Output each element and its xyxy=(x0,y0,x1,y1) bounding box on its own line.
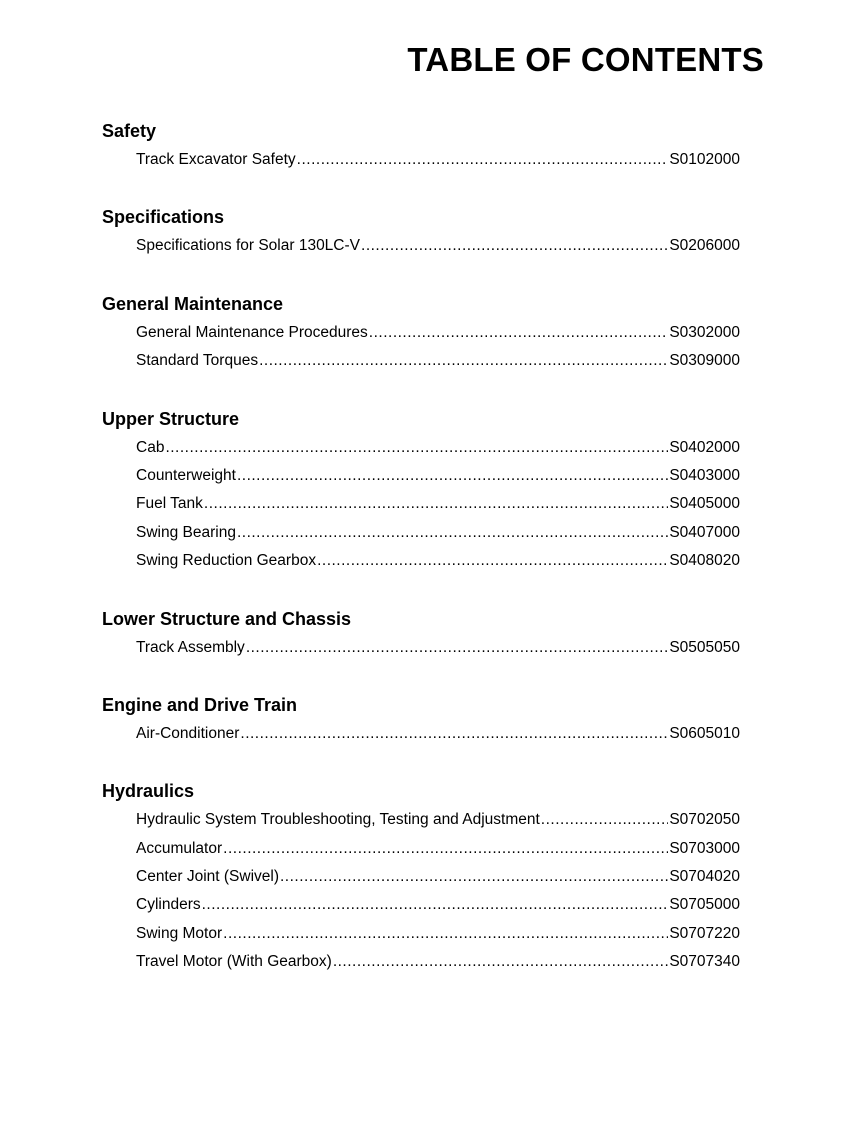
section-heading: General Maintenance xyxy=(102,293,284,314)
page-title: TABLE OF CONTENTS xyxy=(407,41,764,78)
dot-leader xyxy=(223,835,668,863)
toc-entry-title: Track Assembly xyxy=(136,638,245,656)
table-of-contents xyxy=(102,117,742,1006)
toc-section xyxy=(102,691,742,748)
toc-entry-title: Cylinders xyxy=(136,896,201,914)
toc-entry-list xyxy=(102,434,742,576)
toc-entry-code: S0702050 xyxy=(669,811,740,829)
toc-entry-list xyxy=(102,634,742,662)
toc-entry[interactable] xyxy=(136,434,740,462)
toc-entry-title: Accumulator xyxy=(136,839,223,857)
toc-entry-code: S0705000 xyxy=(669,896,740,914)
dot-leader xyxy=(361,232,668,260)
toc-section xyxy=(102,290,742,376)
toc-entry-code: S0206000 xyxy=(669,237,740,255)
dot-leader xyxy=(204,490,668,518)
toc-entry-title: Swing Reduction Gearbox xyxy=(136,552,317,570)
toc-entry[interactable] xyxy=(136,920,740,948)
dot-leader xyxy=(237,462,668,490)
dot-leader xyxy=(259,347,668,375)
section-heading: Specifications xyxy=(102,207,225,228)
toc-entry-title: Air-Conditioner xyxy=(136,724,240,742)
section-heading: Engine and Drive Train xyxy=(102,694,298,715)
toc-entry[interactable] xyxy=(136,490,740,518)
toc-section xyxy=(102,405,742,576)
dot-leader xyxy=(541,806,669,834)
dot-leader xyxy=(165,434,668,462)
toc-entry-code: S0403000 xyxy=(669,466,740,484)
toc-entry-code: S0302000 xyxy=(669,323,740,341)
toc-entry[interactable] xyxy=(136,347,740,375)
toc-entry-list xyxy=(102,146,742,174)
toc-entry-code: S0505050 xyxy=(669,638,740,656)
toc-entry[interactable] xyxy=(136,519,740,547)
toc-entry-list xyxy=(102,720,742,748)
toc-entry-code: S0704020 xyxy=(669,868,740,886)
dot-leader xyxy=(317,547,668,575)
toc-entry[interactable] xyxy=(136,891,740,919)
dot-leader xyxy=(297,146,669,174)
toc-entry-code: S0402000 xyxy=(669,438,740,456)
dot-leader xyxy=(237,519,668,547)
dot-leader xyxy=(246,634,669,662)
toc-section xyxy=(102,203,742,260)
toc-entry-code: S0408020 xyxy=(669,552,740,570)
toc-section xyxy=(102,777,742,976)
toc-entry-title: Travel Motor (With Gearbox) xyxy=(136,953,332,971)
toc-entry[interactable] xyxy=(136,806,740,834)
toc-entry-list xyxy=(102,319,742,376)
section-heading: Hydraulics xyxy=(102,781,195,802)
toc-entry[interactable] xyxy=(136,462,740,490)
toc-entry-title: Fuel Tank xyxy=(136,495,203,513)
toc-entry[interactable] xyxy=(136,232,740,260)
toc-entry-title: Specifications for Solar 130LC-V xyxy=(136,237,361,255)
toc-entry-title: Swing Bearing xyxy=(136,523,236,541)
section-heading: Upper Structure xyxy=(102,408,240,429)
toc-entry-title: Center Joint (Swivel) xyxy=(136,868,279,886)
dot-leader xyxy=(240,720,668,748)
toc-entry-code: S0102000 xyxy=(669,151,740,168)
section-heading: Lower Structure and Chassis xyxy=(102,608,352,629)
toc-entry-list xyxy=(102,232,742,260)
toc-entry-title: Hydraulic System Troubleshooting, Testing and Adjustment xyxy=(136,811,540,829)
toc-entry-code: S0707220 xyxy=(669,924,740,942)
toc-entry-title: Track Excavator Safety xyxy=(136,151,296,168)
dot-leader xyxy=(333,948,669,976)
toc-entry-title: General Maintenance Procedures xyxy=(136,323,368,341)
toc-entry[interactable] xyxy=(136,319,740,347)
toc-entry[interactable] xyxy=(136,634,740,662)
toc-entry-title: Cab xyxy=(136,438,165,456)
dot-leader xyxy=(280,863,668,891)
toc-entry-title: Standard Torques xyxy=(136,352,259,370)
toc-entry[interactable] xyxy=(136,863,740,891)
toc-entry[interactable] xyxy=(136,948,740,976)
toc-entry-list xyxy=(102,806,742,976)
toc-entry[interactable] xyxy=(136,720,740,748)
toc-entry-code: S0407000 xyxy=(669,523,740,541)
toc-entry[interactable] xyxy=(136,547,740,575)
toc-entry[interactable] xyxy=(136,835,740,863)
toc-entry-code: S0405000 xyxy=(669,495,740,513)
toc-entry-code: S0605010 xyxy=(669,724,740,742)
toc-section xyxy=(102,117,742,174)
dot-leader xyxy=(202,891,669,919)
toc-entry-code: S0703000 xyxy=(669,839,740,857)
dot-leader xyxy=(369,319,669,347)
section-heading: Safety xyxy=(102,121,157,141)
toc-entry-title: Swing Motor xyxy=(136,924,223,942)
toc-entry-code: S0309000 xyxy=(669,352,740,370)
toc-entry-code: S0707340 xyxy=(669,953,740,971)
dot-leader xyxy=(223,920,668,948)
toc-entry[interactable] xyxy=(136,146,740,174)
toc-section xyxy=(102,605,742,662)
toc-entry-title: Counterweight xyxy=(136,466,236,484)
